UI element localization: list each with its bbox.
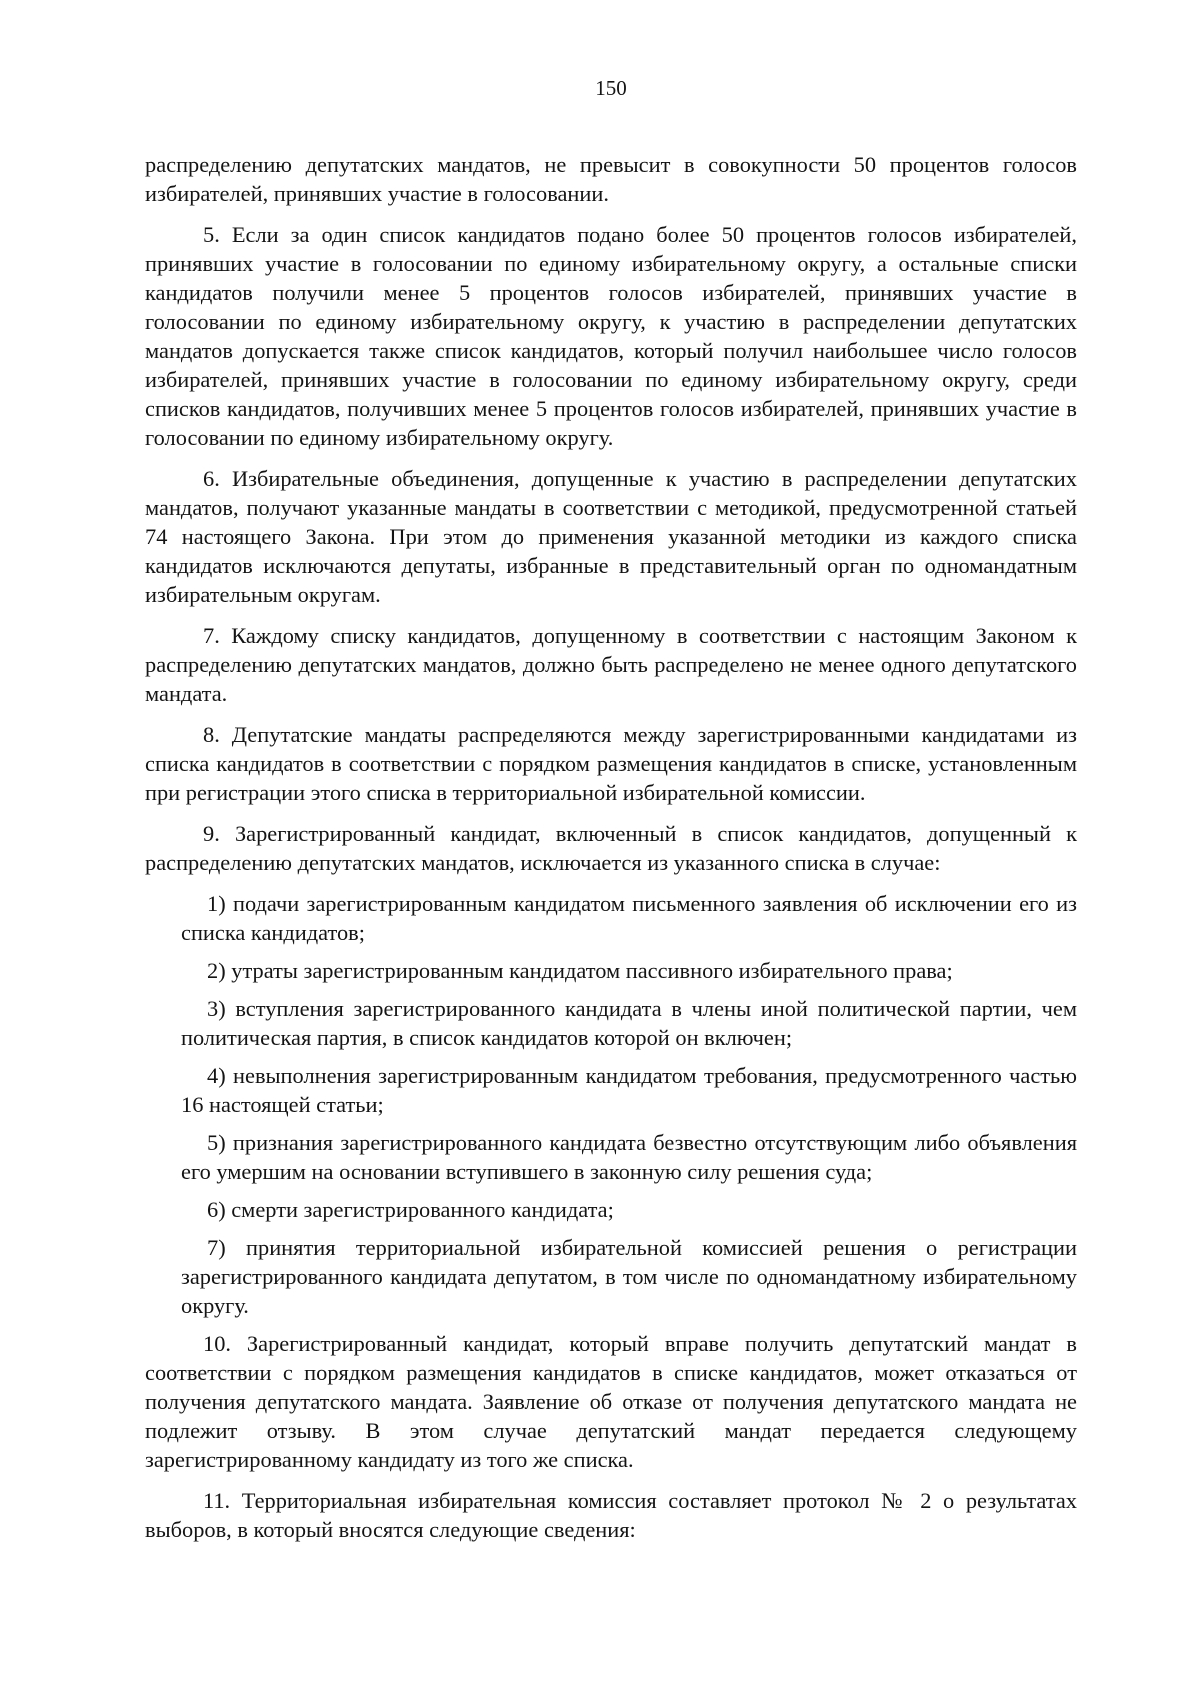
paragraph-10: 10. Зарегистрированный кандидат, который вправе получить депутатский мандат в соответствии с порядком размещения кандидатов в списке кандидатов, может отказаться от получения депутатского мандата. Заявление об отказе от получения депутатского мандата не подлежит отзыву. В этом случае депутатский мандат передается следующему зарегистрированному кандидату из того же списка. [145, 1331, 1077, 1472]
paragraph-11: 11. Территориальная избирательная комиссия составляет протокол № 2 о результатах выборов, в который вносятся следующие сведения: [145, 1488, 1077, 1542]
paragraph-5: 5. Если за один список кандидатов подано более 50 процентов голосов избирателей, принявших участие в голосовании по единому избирательному округу, а остальные списки кандидатов получили менее 5 процентов голосов избирателей, принявших участие в голосовании по единому избирательному округу, к участию в распределении депутатских мандатов допускается также список кандидатов, который получил наибольшее число голосов избирателей, принявших участие в голосовании по единому избирательному округу, среди списков кандидатов, получивших менее 5 процентов голосов избирателей, принявших участие в голосовании по единому избирательному округу. [145, 222, 1077, 450]
list-item-4: 4) невыполнения зарегистрированным кандидатом требования, предусмотренного частью 16 настоящей статьи; [181, 1063, 1077, 1117]
list-item-5: 5) признания зарегистрированного кандидата безвестно отсутствующим либо объявления его умершим на основании вступившего в законную силу решения суда; [181, 1130, 1077, 1184]
paragraph-continuation: распределению депутатских мандатов, не превысит в совокупности 50 процентов голосов избирателей, принявших участие в голосовании. [145, 152, 1077, 206]
page-number: 150 [595, 76, 627, 100]
list-item-1: 1) подачи зарегистрированным кандидатом письменного заявления об исключении его из списка кандидатов; [181, 891, 1077, 945]
paragraph-9: 9. Зарегистрированный кандидат, включенный в список кандидатов, допущенный к распределению депутатских мандатов, исключается из указанного списка в случае: [145, 821, 1077, 875]
document-body [145, 150, 1077, 1544]
list-item-3: 3) вступления зарегистрированного кандидата в члены иной политической партии, чем политическая партия, в список кандидатов которой он включен; [181, 996, 1077, 1050]
paragraph-6: 6. Избирательные объединения, допущенные к участию в распределении депутатских мандатов, получают указанные мандаты в соответствии с методикой, предусмотренной статьей 74 настоящего Закона. При этом до применения указанной методики из каждого списка кандидатов исключаются депутаты, избранные в представительный орган по одномандатным избирательным округам. [145, 466, 1077, 607]
list-item-6: 6) смерти зарегистрированного кандидата; [207, 1197, 614, 1222]
list-item-2: 2) утраты зарегистрированным кандидатом пассивного избирательного права; [207, 958, 953, 983]
paragraph-7: 7. Каждому списку кандидатов, допущенному в соответствии с настоящим Законом к распределению депутатских мандатов, должно быть распределено не менее одного депутатского мандата. [145, 623, 1077, 706]
list-item-7: 7) принятия территориальной избирательной комиссией решения о регистрации зарегистрированного кандидата депутатом, в том числе по одномандатному избирательному округу. [181, 1235, 1077, 1318]
paragraph-8: 8. Депутатские мандаты распределяются между зарегистрированными кандидатами из списка кандидатов в соответствии с порядком размещения кандидатов в списке, установленным при регистрации этого списка в территориальной избирательной комиссии. [145, 722, 1077, 805]
